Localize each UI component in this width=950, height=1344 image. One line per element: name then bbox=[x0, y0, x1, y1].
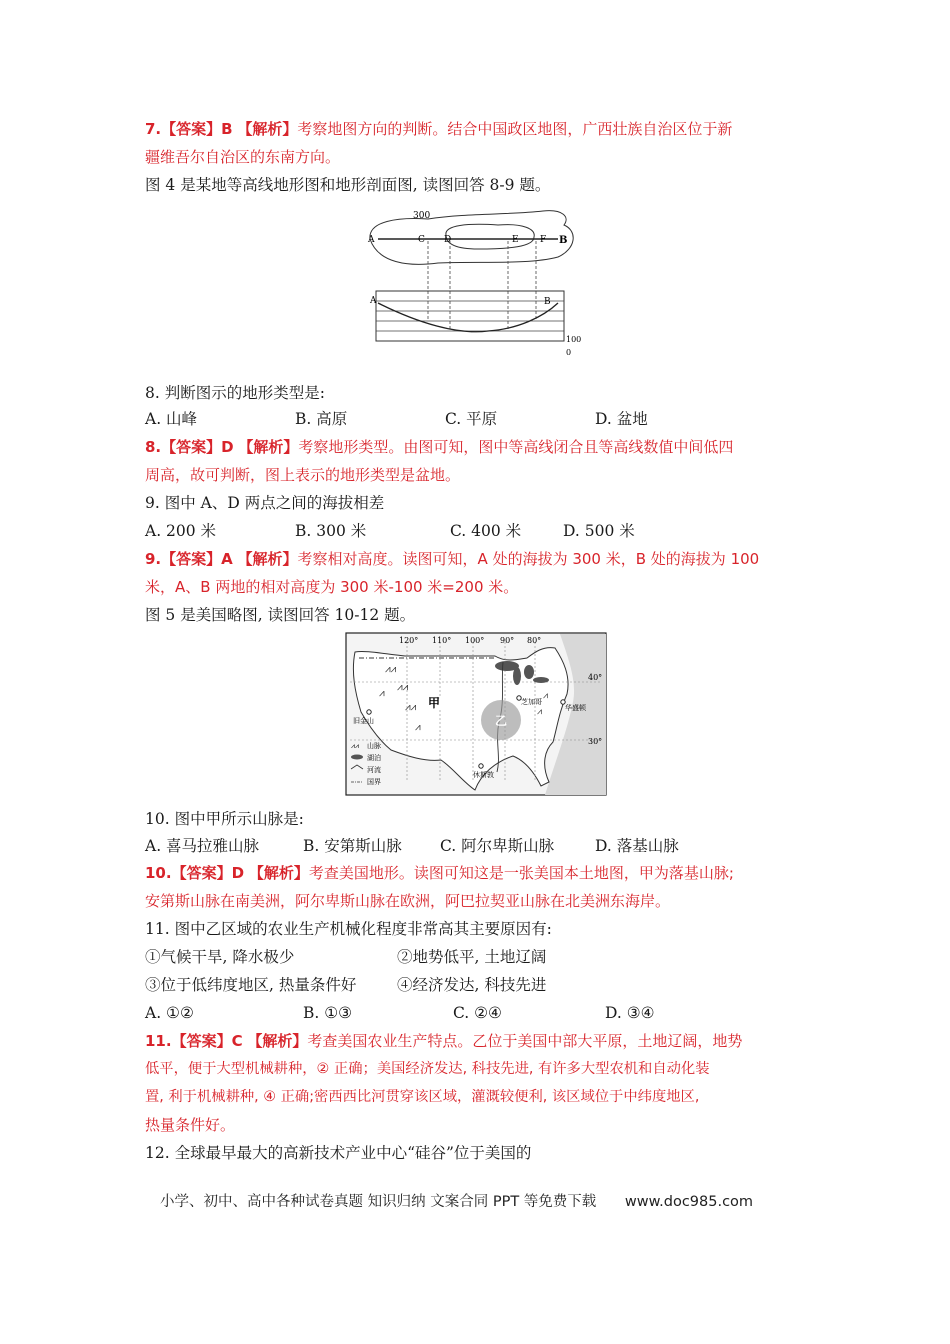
q9-option-a: A. 200 米 bbox=[145, 522, 217, 540]
q8-stem: 8. 判断图示的地形类型是: bbox=[145, 384, 325, 402]
lon-label-100: 100° bbox=[465, 636, 485, 645]
lon-label-90: 90° bbox=[500, 636, 515, 645]
q9-option-c: C. 400 米 bbox=[450, 522, 522, 540]
q7-explain-text2: 疆维吾尔自治区的东南方向。 bbox=[145, 148, 341, 166]
svg-text:⩘⩘: ⩘⩘ bbox=[397, 682, 409, 693]
svg-text:⩘: ⩘ bbox=[415, 722, 421, 733]
q11-answer-line1 bbox=[145, 1030, 742, 1052]
scale-100-label: 100 bbox=[566, 335, 582, 344]
footer-text: 小学、初中、高中各种试卷真题 知识归纳 文案合同 PPT 等免费下载 bbox=[160, 1194, 597, 1210]
lon-label-110: 110° bbox=[432, 636, 452, 645]
q11-item-3: ③位于低纬度地区, 热量条件好 bbox=[145, 976, 357, 994]
svg-text:⩘: ⩘ bbox=[379, 688, 385, 699]
q11-explain-text3: 置, 利于机械耕种, ④ 正确;密西西比河贯穿该区域，灌溉较便利, 该区域位于中纬度地区, bbox=[145, 1089, 700, 1105]
q8-option-a: A. 山峰 bbox=[145, 410, 198, 428]
q11-explain-text2: 低平，便于大型机械耕种，② 正确；美国经济发达, 科技先进, 有许多大型农机和自动化装 bbox=[145, 1061, 710, 1077]
contour-label-300: 300 bbox=[413, 211, 431, 221]
q9-answer-line1 bbox=[145, 548, 759, 570]
q11-option-c: C. ②④ bbox=[453, 1004, 502, 1022]
q10-explain-text1: 考查美国地形。读图可知这是一张美国本土地图，甲为落基山脉; bbox=[308, 864, 734, 882]
inner-contour-line bbox=[446, 224, 534, 249]
q9-explain-text1: 考察相对高度。读图可知，A 处的海拔为 300 米，B 处的海拔为 100 bbox=[297, 550, 760, 568]
q10-explain-tag: 【解析】 bbox=[248, 864, 309, 882]
point-e-label: E bbox=[512, 235, 519, 245]
q11-answer-tag: 11.【答案】C bbox=[145, 1032, 243, 1050]
q8-option-b: B. 高原 bbox=[295, 410, 348, 428]
lat-label-30: 30° bbox=[588, 737, 603, 746]
point-d-label: D bbox=[444, 235, 452, 245]
q8-explain-text1: 考察地形类型。由图可知，图中等高线闭合且等高线数值中间低四 bbox=[298, 438, 734, 456]
q11-stem: 11. 图中乙区域的农业生产机械化程度非常高其主要原因有: bbox=[145, 920, 552, 938]
q10-explain-text2: 安第斯山脉在南美洲，阿尔卑斯山脉在欧洲，阿巴拉契亚山脉在北美洲东海岸。 bbox=[145, 892, 671, 910]
q11-item-2: ②地势低平, 土地辽阔 bbox=[397, 948, 547, 966]
svg-text:⩘: ⩘ bbox=[543, 691, 549, 701]
q8-answer-tag: 8.【答案】D bbox=[145, 438, 234, 456]
q11-option-d: D. ③④ bbox=[605, 1004, 655, 1022]
lon-label-80: 80° bbox=[527, 636, 542, 645]
svg-text:⩘: ⩘ bbox=[537, 707, 543, 717]
q8-option-d: D. 盆地 bbox=[595, 410, 648, 428]
terrain-profile-curve bbox=[378, 303, 558, 332]
city-chicago: 芝加哥 bbox=[521, 698, 542, 706]
point-a-label: A bbox=[368, 235, 375, 245]
q10-answer-tag: 10.【答案】D bbox=[145, 864, 245, 882]
q8-explain-text2: 周高，故可判断，图上表示的地形类型是盆地。 bbox=[145, 466, 461, 484]
q12-stem: 12. 全球最早最大的高新技术产业中心“硅谷”位于美国的 bbox=[145, 1144, 532, 1162]
q11-explain-text4: 热量条件好。 bbox=[145, 1116, 236, 1134]
q8-explain-tag: 【解析】 bbox=[238, 438, 299, 456]
q9-option-b: B. 300 米 bbox=[295, 522, 367, 540]
svg-text:⩘⩘: ⩘⩘ bbox=[405, 702, 417, 713]
projection-lines bbox=[428, 241, 536, 330]
footer-site-link[interactable]: www.doc985.com bbox=[624, 1194, 754, 1210]
fig4-contour-profile-figure bbox=[358, 205, 588, 357]
q11-option-a: A. ①② bbox=[145, 1004, 194, 1022]
q10-option-d: D. 落基山脉 bbox=[595, 837, 679, 855]
q9-explain-text2: 米，A、B 两地的相对高度为 300 米-100 米=200 米。 bbox=[145, 578, 519, 596]
q7-explain-tag: 【解析】 bbox=[237, 120, 298, 138]
q7-answer-line1 bbox=[145, 118, 732, 140]
q10-option-a: A. 喜马拉雅山脉 bbox=[145, 837, 260, 855]
point-c-label: C bbox=[418, 235, 425, 245]
san-francisco-dot bbox=[367, 710, 371, 714]
q11-option-b: B. ①③ bbox=[303, 1004, 353, 1022]
profile-a-label: A bbox=[370, 296, 377, 306]
fig5-intro: 图 5 是美国略图, 读图回答 10-12 题。 bbox=[145, 606, 416, 624]
q10-stem: 10. 图中甲所示山脉是: bbox=[145, 810, 304, 828]
lat-label-40: 40° bbox=[588, 673, 603, 682]
lon-label-120: 120° bbox=[399, 636, 419, 645]
q10-option-b: B. 安第斯山脉 bbox=[303, 837, 402, 855]
city-san-francisco: 旧金山 bbox=[353, 717, 374, 725]
fig5-usa-map bbox=[345, 632, 607, 796]
region-jia-label: 甲 bbox=[428, 696, 441, 710]
q11-item-1: ①气候干旱, 降水极少 bbox=[145, 948, 295, 966]
profile-b-label: B bbox=[544, 297, 551, 307]
svg-text:⩘⩘: ⩘⩘ bbox=[351, 742, 359, 750]
houston-dot bbox=[479, 764, 483, 768]
point-b-label: B bbox=[559, 235, 568, 246]
svg-text:⩘⩘: ⩘⩘ bbox=[385, 664, 397, 675]
q9-explain-tag: 【解析】 bbox=[237, 550, 298, 568]
point-f-label: F bbox=[540, 235, 547, 245]
region-yi-label: 乙 bbox=[495, 714, 508, 728]
q7-explain-text1: 考察地图方向的判断。结合中国政区地图，广西壮族自治区位于新 bbox=[297, 120, 733, 138]
scale-0-label: 0 bbox=[566, 348, 572, 357]
q8-option-c: C. 平原 bbox=[445, 410, 498, 428]
q10-answer-line1 bbox=[145, 862, 734, 884]
q9-option-d: D. 500 米 bbox=[563, 522, 635, 540]
q10-option-c: C. 阿尔卑斯山脉 bbox=[440, 837, 555, 855]
legend-river: 河流 bbox=[367, 766, 381, 774]
city-washington: 华盛顿 bbox=[565, 704, 586, 712]
q7-answer-tag: 7.【答案】B bbox=[145, 120, 233, 138]
q9-answer-tag: 9.【答案】A bbox=[145, 550, 233, 568]
fig4-intro: 图 4 是某地等高线地形图和地形剖面图, 读图回答 8-9 题。 bbox=[145, 176, 551, 194]
legend-border: 国界 bbox=[367, 778, 381, 786]
legend-mountain: 山脉 bbox=[367, 742, 381, 750]
q11-explain-text1: 考查美国农业生产特点。乙位于美国中部大平原，土地辽阔，地势 bbox=[307, 1032, 743, 1050]
page-footer bbox=[160, 1190, 753, 1211]
q11-item-4: ④经济发达, 科技先进 bbox=[397, 976, 547, 994]
q9-stem: 9. 图中 A、D 两点之间的海拔相差 bbox=[145, 494, 385, 512]
q11-explain-tag: 【解析】 bbox=[247, 1032, 308, 1050]
city-houston: 休斯敦 bbox=[473, 771, 494, 779]
legend-lake: 湖泊 bbox=[367, 754, 381, 762]
q8-answer-line1 bbox=[145, 436, 733, 458]
